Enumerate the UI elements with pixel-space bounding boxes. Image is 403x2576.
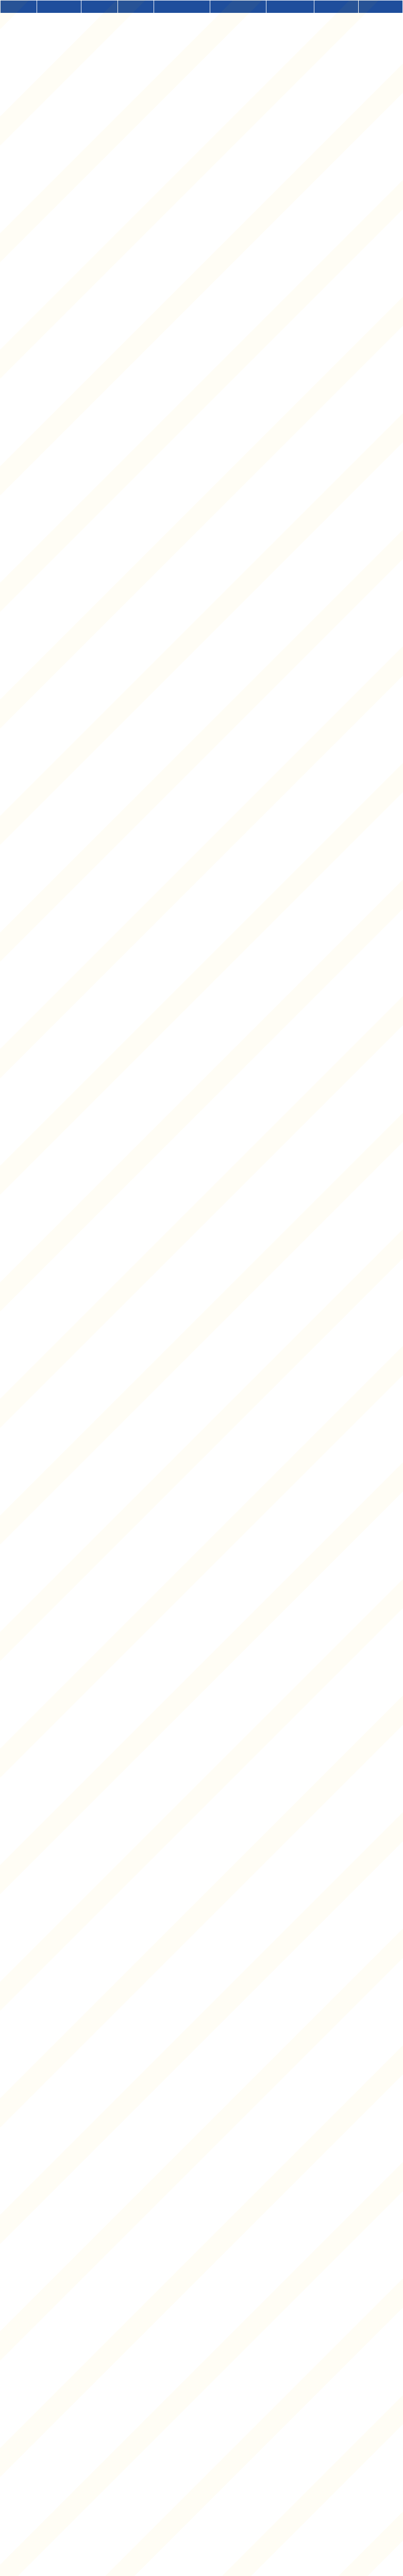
column-header	[314, 1, 359, 13]
column-header	[210, 1, 266, 13]
column-header	[117, 1, 154, 13]
column-header	[266, 1, 314, 13]
column-header	[1, 1, 37, 13]
column-header	[154, 1, 210, 13]
table-header-row	[1, 1, 403, 13]
column-header	[81, 1, 117, 13]
column-header	[37, 1, 81, 13]
column-header	[359, 1, 403, 13]
vehicle-table	[0, 0, 403, 13]
